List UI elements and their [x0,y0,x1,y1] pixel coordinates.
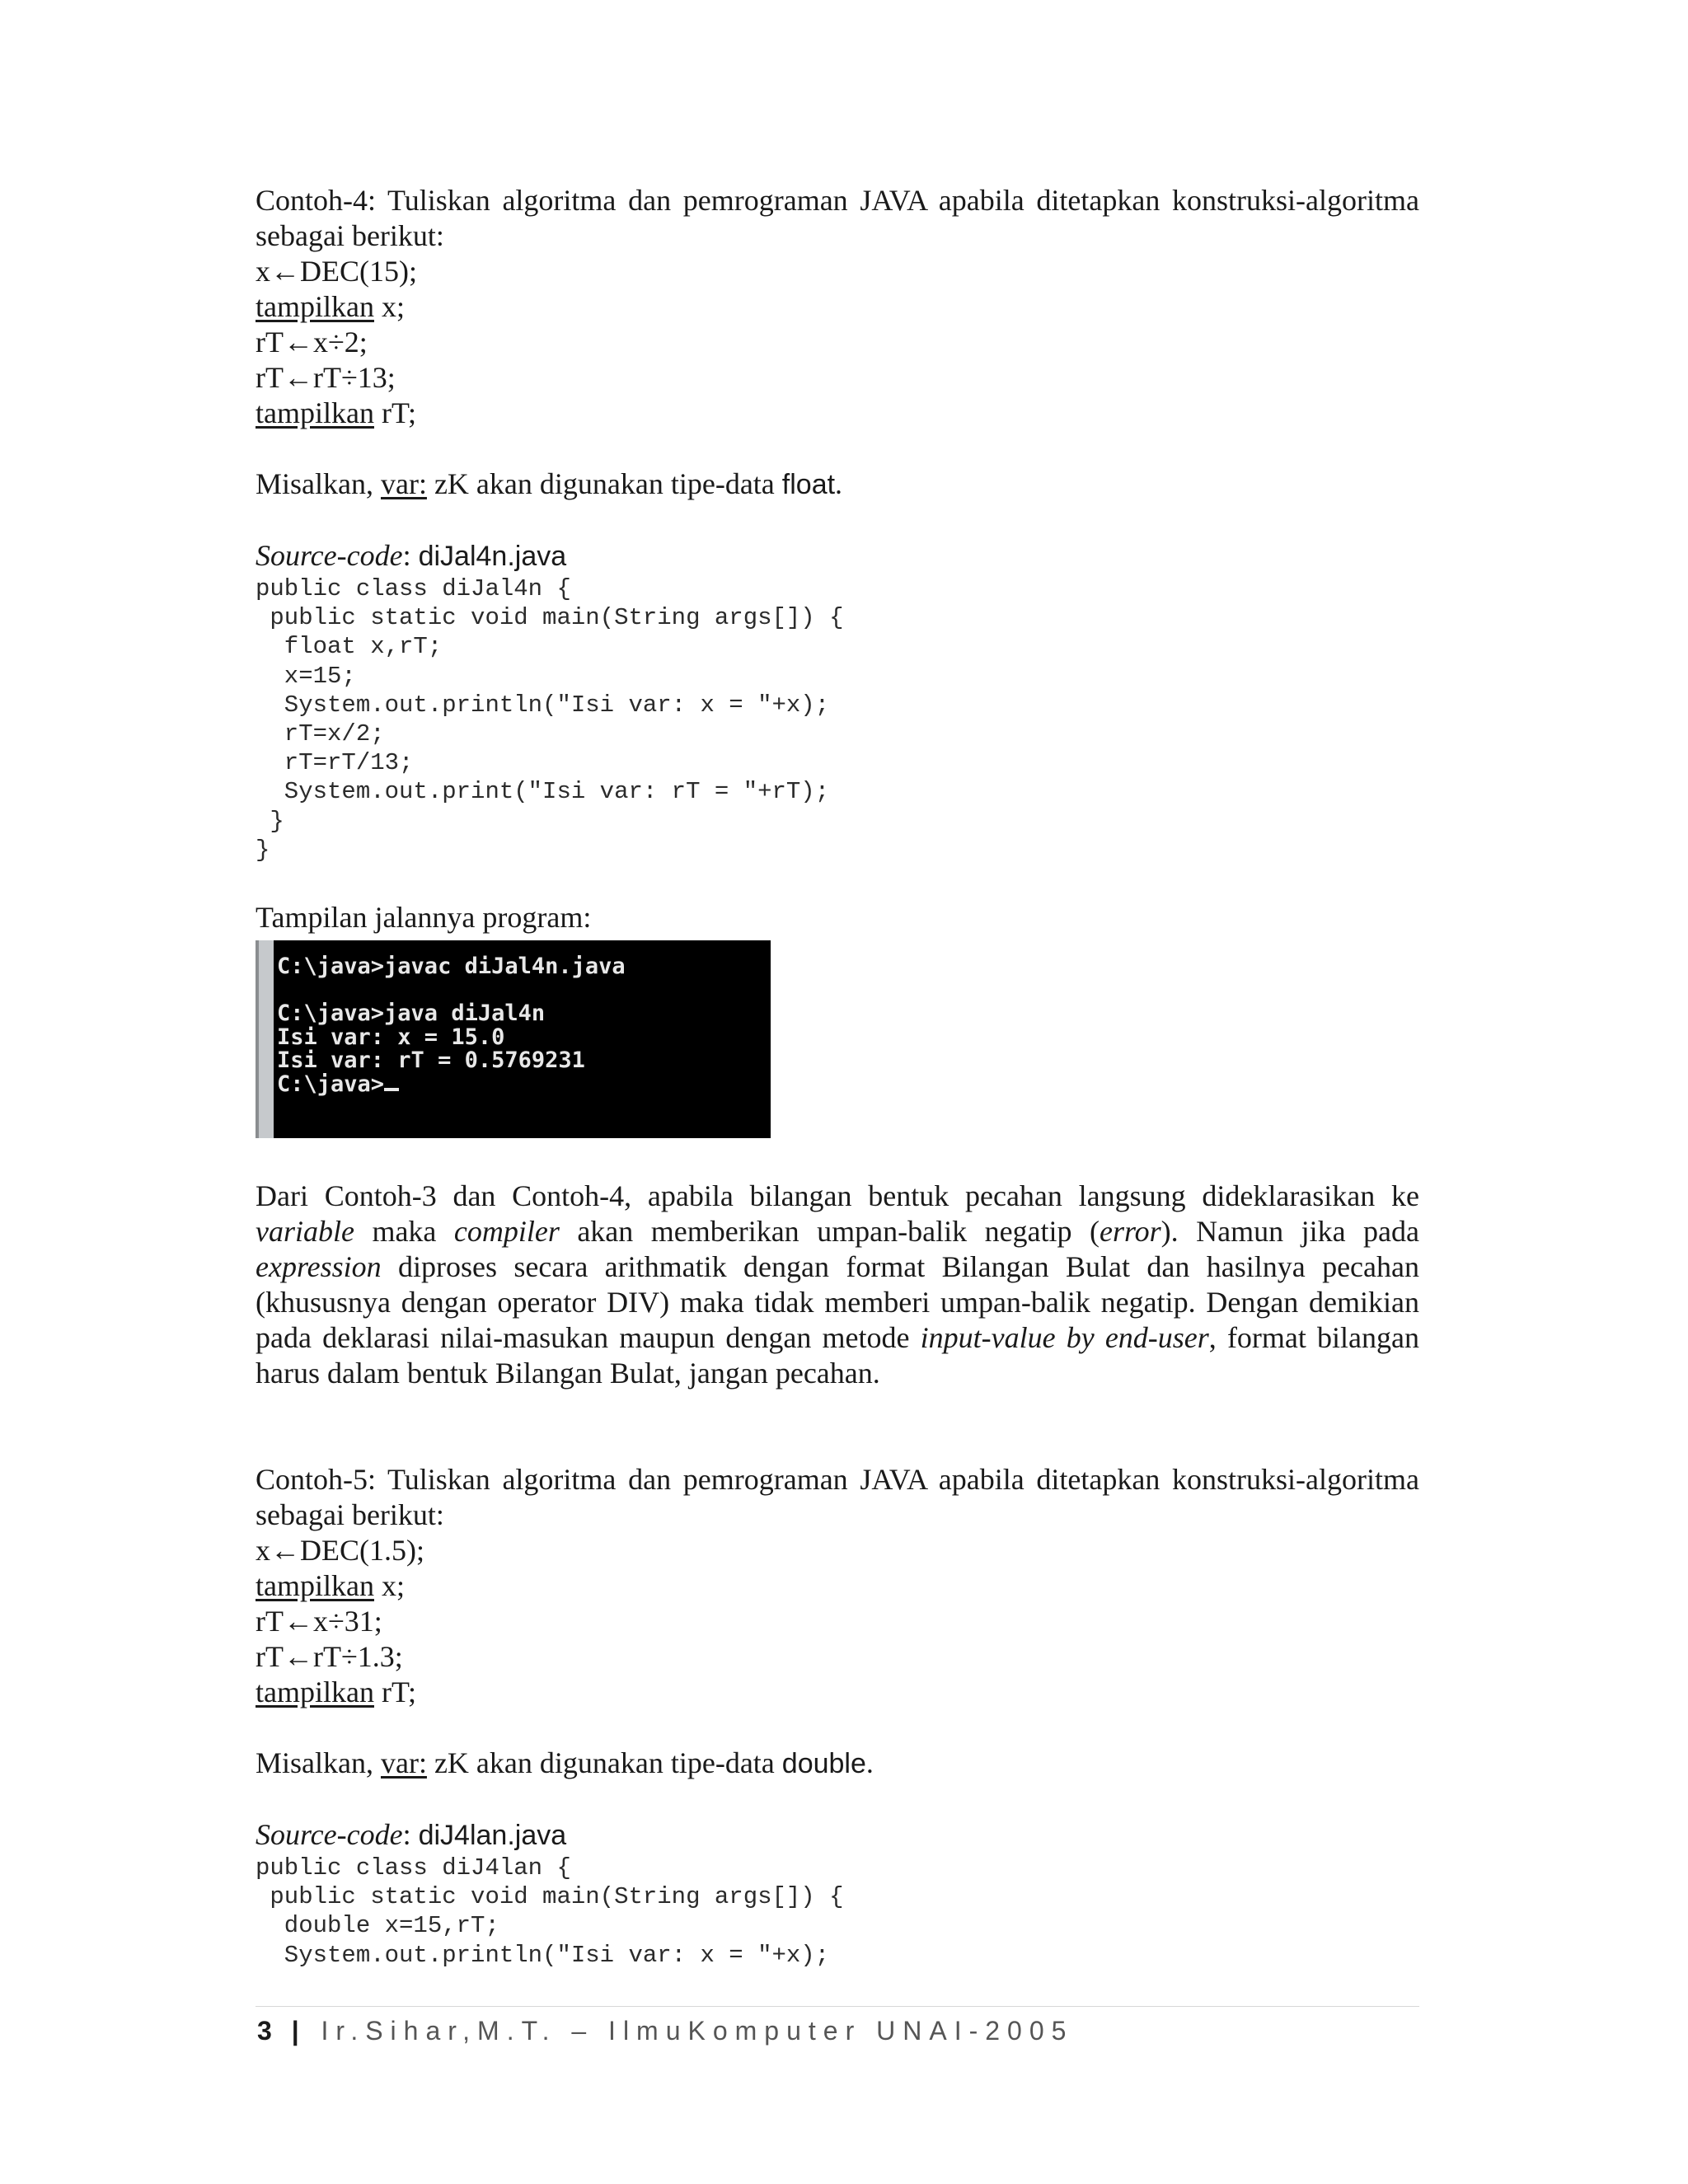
terminal-screenshot [256,940,771,1138]
contoh4-alg-line-1: x←DEC(15); [256,255,417,288]
data-type: float [781,469,836,500]
alg-text: rT; [373,1675,416,1709]
contoh4-alg-line-4: rT←rT÷13; [256,361,396,394]
data-type: double [781,1748,866,1780]
alg-text: x; [373,1569,405,1603]
source-filename: diJ4lan.java [418,1820,567,1852]
discussion-italic: variable [256,1215,354,1249]
source-code-label: Source-code [256,539,403,572]
contoh4-run-label: Tampilan jalannya program: [256,901,592,935]
discussion-text: maka [354,1215,454,1249]
discussion-text: Dari Contoh-3 dan Contoh-4, apabila bilangan bentuk pecahan langsung dideklarasikan ke [256,1179,1419,1213]
spacer [256,503,1419,538]
contoh5-alg-line-1: x←DEC(1.5); [256,1534,424,1568]
misal-var: var: [380,1746,427,1780]
footer-separator: | [291,2016,307,2046]
contoh5-misalkan [256,1746,1419,1782]
contoh4-alg-line-5 [256,396,1419,431]
keyword-tampilkan: tampilkan [256,290,374,323]
contoh5-alg-line-5 [256,1675,1419,1710]
contoh5-intro: Contoh-5: Tuliskan algoritma dan pemrograman JAVA apabila ditetapkan konstruksi-algoritma sebagai berikut: [256,1463,1419,1532]
spacer [256,1710,1419,1746]
terminal-output [274,940,771,1138]
contoh5-source-code: public class diJ4lan { public static void main(String args[]) { double x=15,rT; System.out.println("Isi var: x = "+x); [256,1854,844,1969]
source-colon: : [402,539,419,572]
footer-divider [256,2006,1419,2007]
spacer [256,1391,1419,1427]
misal-text: . [835,467,843,500]
keyword-tampilkan: tampilkan [256,396,374,429]
source-colon: : [402,1818,419,1852]
misal-text: . [865,1746,874,1780]
discussion-text: ). Namun jika pada [1160,1215,1419,1249]
misal-text: Misalkan, [256,467,381,500]
alg-text: rT; [373,396,416,429]
contoh4-intro: Contoh-4: Tuliskan algoritma dan pemrograman JAVA apabila ditetapkan konstruksi-algoritma sebagai berikut: [256,184,1419,252]
spacer [256,865,1419,900]
spacer [256,1143,1419,1179]
terminal-scrollbar [256,940,274,1138]
terminal-cursor [384,1088,399,1091]
terminal-text: C:\java>javac diJal4n.java C:\java>java diJal4n Isi var: x = 15.0 Isi var: rT = 0.5769231 C:\java> [277,954,626,1097]
contoh5-alg-line-2 [256,1568,1419,1604]
discussion-text: diproses secara arithmatik dengan format Bilangan Bulat dan hasilnya pecahan (khususnya dengan operator DIV) maka tidak memberi umpan-balik negatip. Dengan demikian pada deklarasi nilai-masukan maupun dengan metode [256,1250,1419,1355]
source-code-label: Source-code [256,1818,403,1852]
keyword-tampilkan: tampilkan [256,1569,374,1603]
misal-text: Misalkan, [256,1746,381,1780]
discussion-italic: compiler [453,1215,560,1249]
page-number: 3 [257,2016,277,2046]
keyword-tampilkan: tampilkan [256,1675,374,1709]
contoh5-alg-line-4: rT←rT÷1.3; [256,1640,403,1674]
spacer [256,1427,1419,1462]
discussion-paragraph [256,1179,1419,1391]
page-content [256,183,1419,1970]
contoh5-alg-line-3: rT←x÷31; [256,1605,382,1638]
discussion-italic: expression [256,1250,382,1284]
spacer [256,431,1419,466]
contoh4-misalkan [256,466,1419,503]
page-footer [257,2016,1073,2046]
misal-text: zK akan digunakan tipe-data [426,1746,782,1780]
contoh4-alg-line-2 [256,289,1419,325]
discussion-italic: error [1100,1215,1161,1249]
source-filename: diJal4n.java [418,541,567,572]
footer-author: Ir.Sihar,M.T. – IlmuKomputer UNAI-2005 [321,2016,1074,2046]
discussion-text: , format bilangan harus dalam bentuk Bilangan Bulat, jangan pecahan. [256,1321,1420,1390]
contoh5-source-label [256,1817,1419,1854]
alg-text: x; [373,290,405,323]
discussion-text: akan memberikan umpan-balik negatip ( [559,1215,1100,1249]
contoh4-alg-line-3: rT←x÷2; [256,326,368,359]
misal-text: zK akan digunakan tipe-data [426,467,782,500]
contoh4-source-label [256,538,1419,574]
discussion-italic: input-value by end-user [920,1321,1209,1355]
contoh4-source-code: public class diJal4n { public static void main(String args[]) { float x,rT; x=15; System.out.println("Isi var: x = "+x); rT=x/2; rT=rT/13; System.out.print("Isi var: rT = "+rT); } } [256,575,844,864]
spacer [256,1782,1419,1817]
misal-var: var: [380,467,427,500]
